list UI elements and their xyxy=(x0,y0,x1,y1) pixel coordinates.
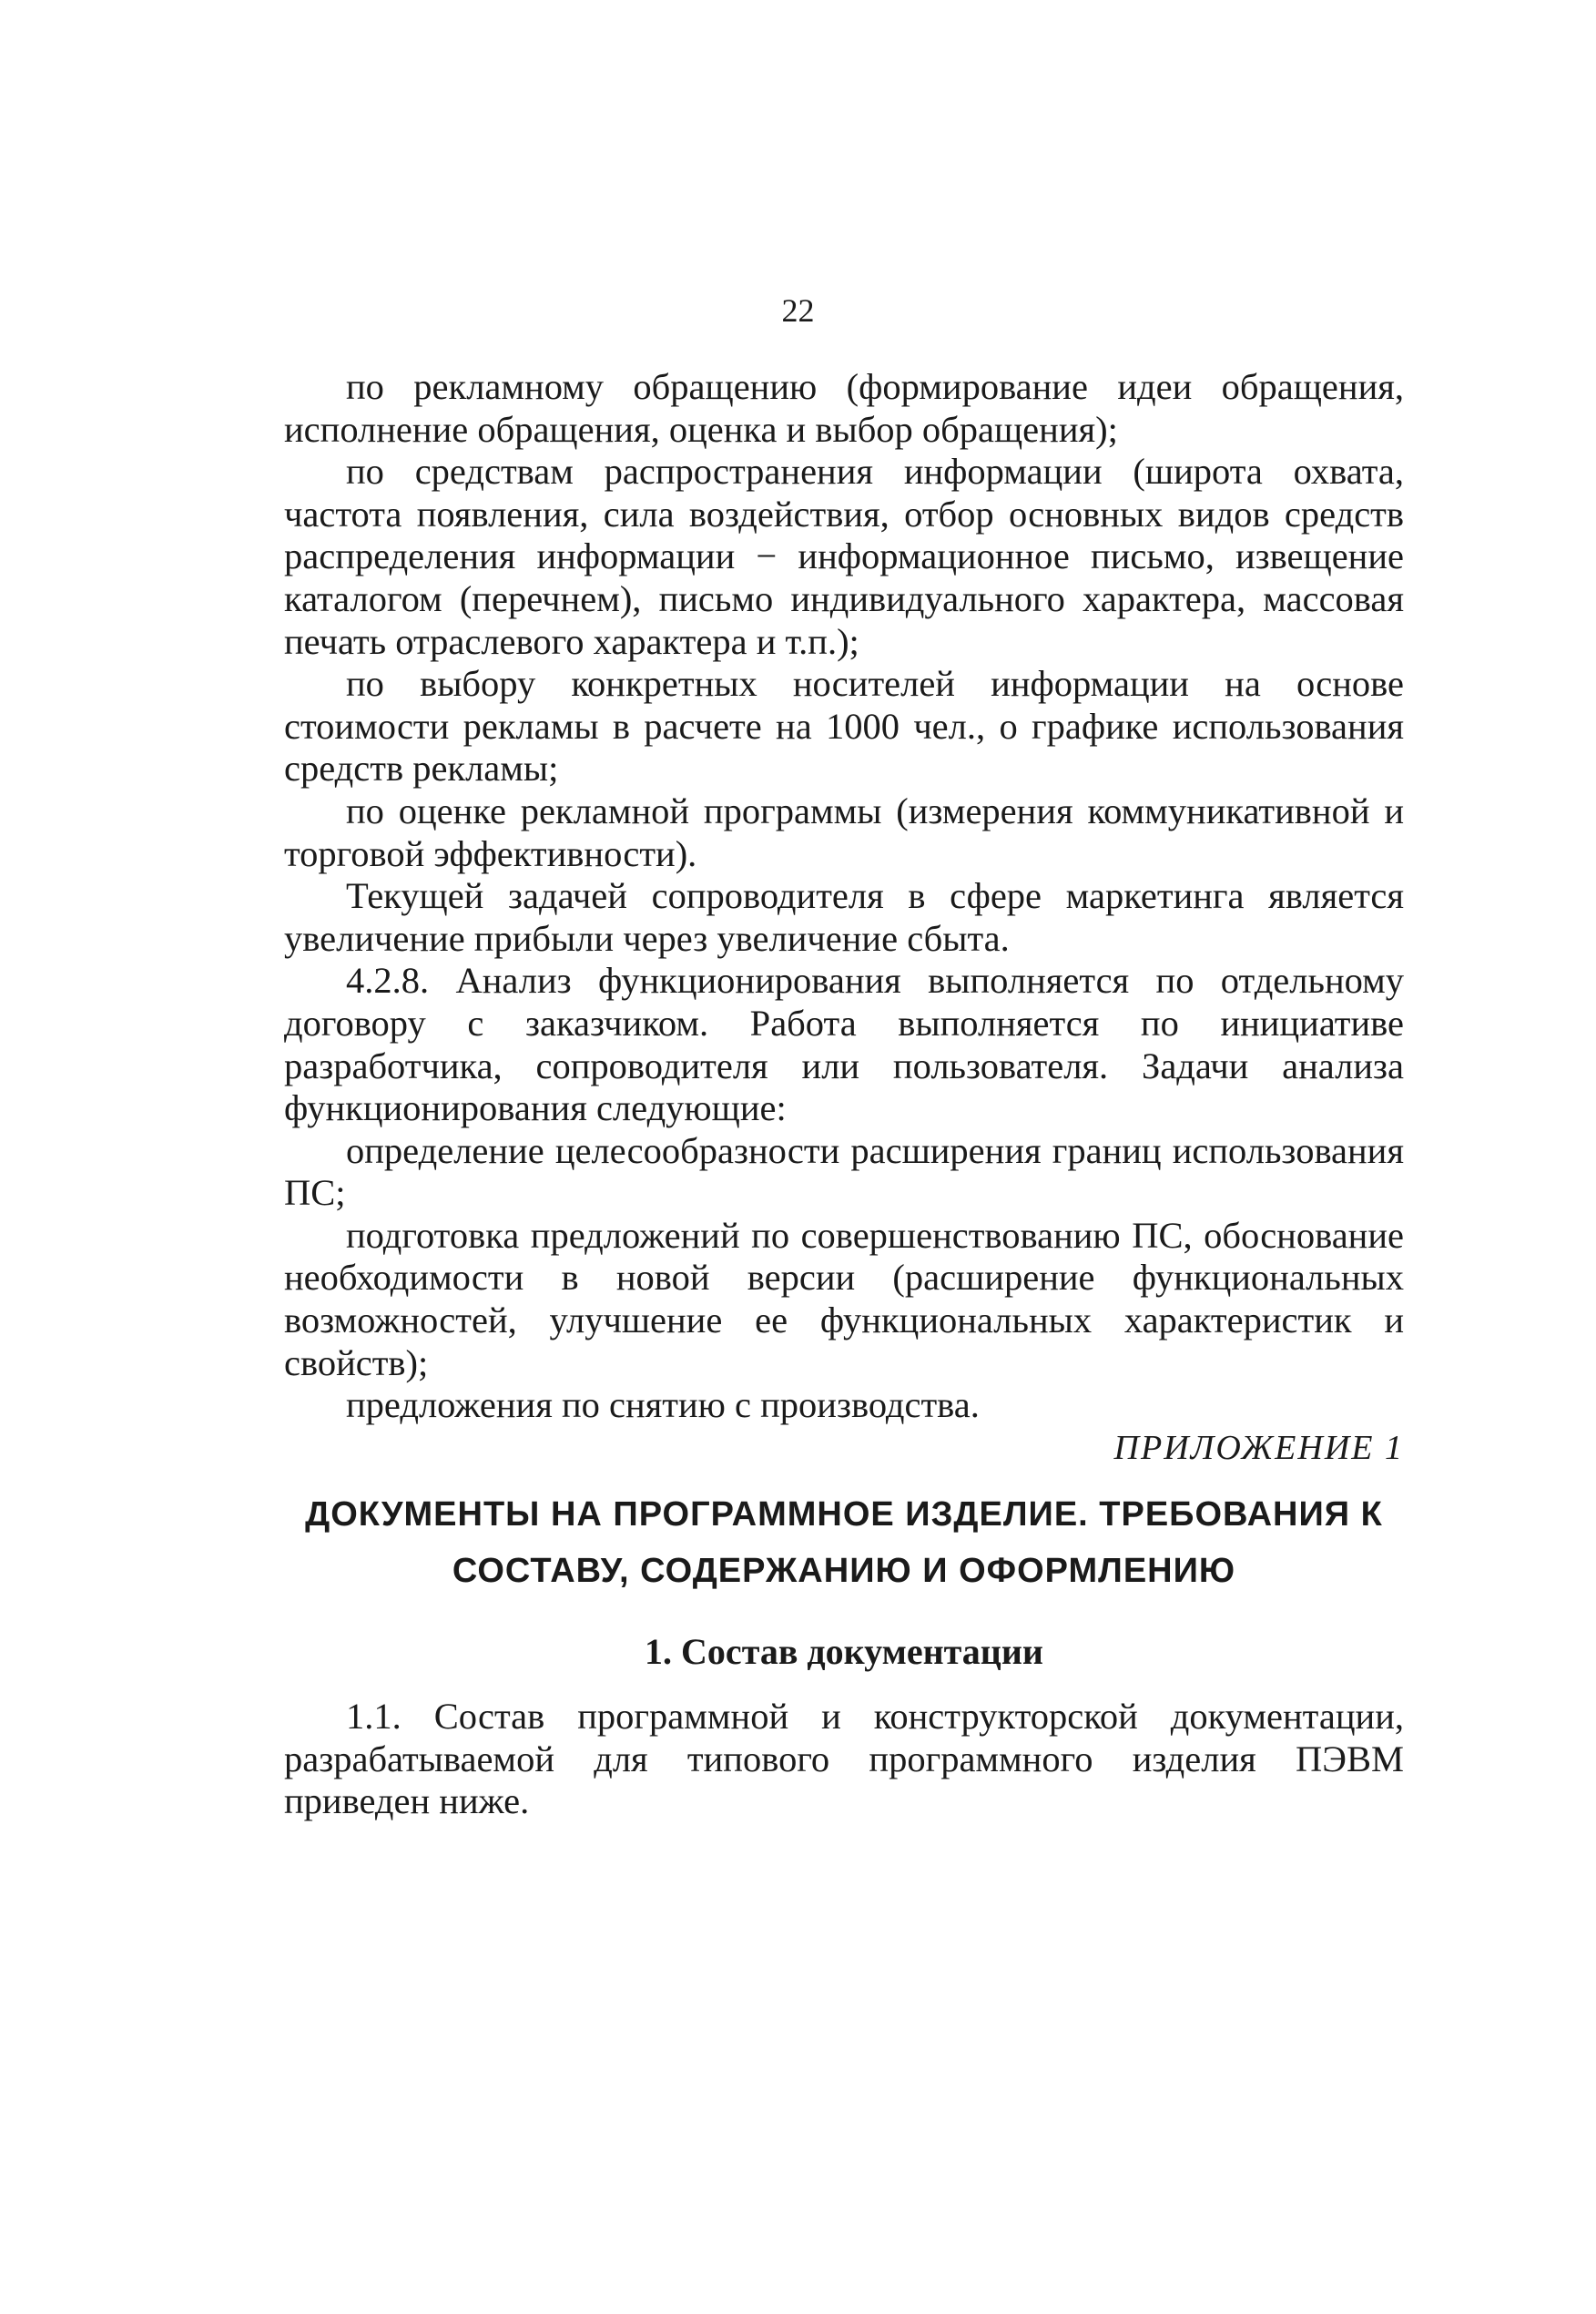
appendix-title-line-1: ДОКУМЕНТЫ НА ПРОГРАММНОЕ ИЗДЕЛИЕ. ТРЕБОВАНИЯ К xyxy=(305,1495,1383,1534)
paragraph-4-2-8: 4.2.8. Анализ функционирования выполняется по отдельному договору с заказчиком. Работа выполняется по инициативе разработчика, сопроводителя или пользователя. Задачи анализа функционирования следующие: xyxy=(284,960,1404,1129)
paragraph-advertising-message: по рекламному обращению (формирование идеи обращения, исполнение обращения, оценка и выбор обращения); xyxy=(284,366,1404,450)
section-heading: 1. Состав документации xyxy=(645,1631,1043,1672)
paragraph-current-task: Текущей задачей сопроводителя в сфере маркетинга является увеличение прибыли через увеличение сбыта. xyxy=(284,875,1404,959)
paragraph-media-selection: по выбору конкретных носителей информации на основе стоимости рекламы в расчете на 1000 чел., о графике использования средств рекламы; xyxy=(284,663,1404,790)
paragraph-program-evaluation: по оценке рекламной программы (измерения коммуникативной и торговой эффективности). xyxy=(284,790,1404,874)
paragraph-distribution-means: по средствам распространения информации (широта охвата, частота появления, сила воздействия, отбор основных видов средств распределения информации − информационное письмо, извещение каталогом (перечнем), письмо индивидуального характера, массовая печать отраслевого характера и т.п.); xyxy=(284,451,1404,662)
paragraph-expediency: определение целесообразности расширения границ использования ПС; xyxy=(284,1129,1404,1214)
paragraph-proposals: подготовка предложений по совершенствованию ПС, обоснование необходимости в новой версии (расширение функциональных возможностей, улучшение ее функциональных характеристик и свойств); xyxy=(284,1214,1404,1383)
appendix-label: ПРИЛОЖЕНИЕ 1 xyxy=(1113,1429,1404,1467)
paragraph-1-1: 1.1. Состав программной и конструкторской документации, разрабатываемой для типового программного изделия ПЭВМ приведен ниже. xyxy=(284,1696,1404,1822)
paragraph-withdrawal: предложения по снятию с производства. xyxy=(346,1384,980,1426)
appendix-title xyxy=(273,1486,1415,1599)
appendix-title-line-2: СОСТАВУ, СОДЕРЖАНИЮ И ОФОРМЛЕНИЮ xyxy=(452,1552,1236,1590)
body-text xyxy=(284,366,1404,1427)
page-number: 22 xyxy=(781,292,815,329)
closing-text xyxy=(284,1696,1404,1823)
